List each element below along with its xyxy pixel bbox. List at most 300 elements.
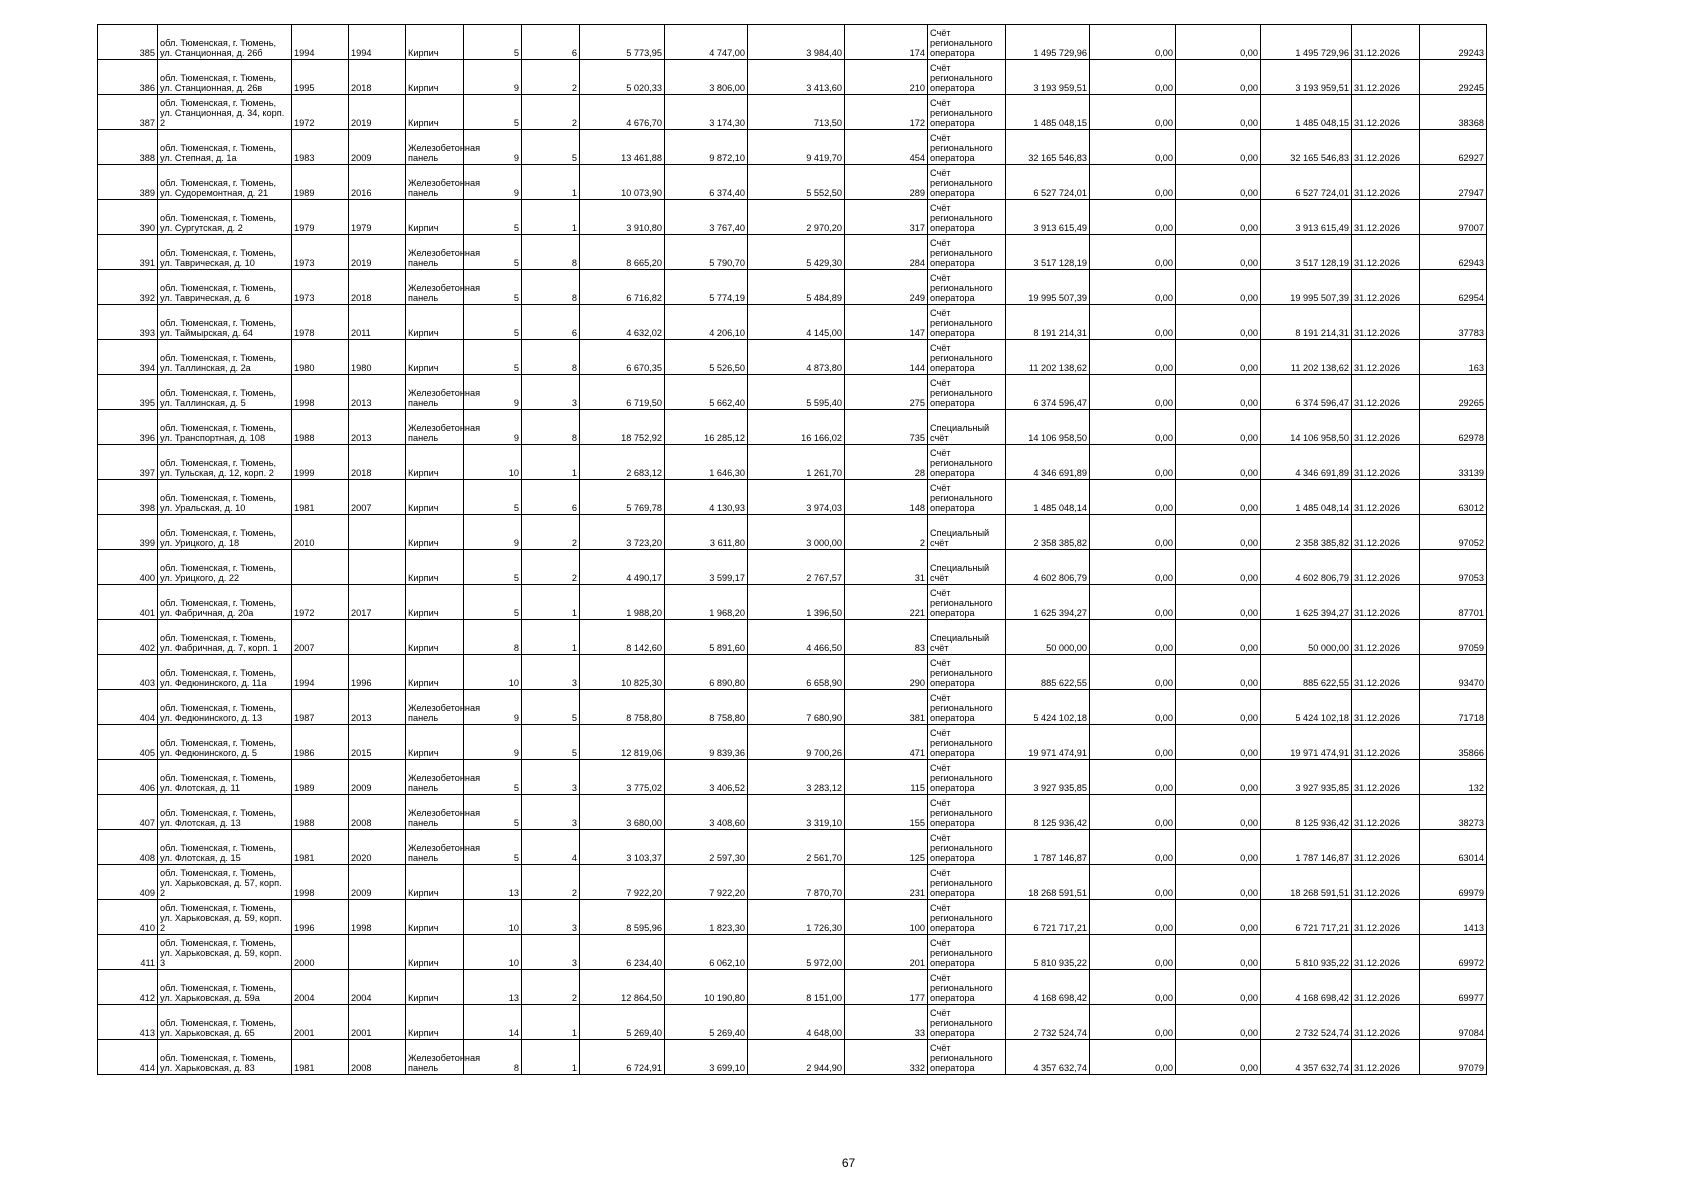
year-overhaul-cell: 2011 (349, 305, 406, 340)
house-code-cell: 29245 (1420, 60, 1487, 95)
entrances-cell: 8 (522, 340, 580, 375)
entrances-cell: 6 (522, 305, 580, 340)
cost-federal-cell: 0,00 (1090, 95, 1176, 130)
cost-federal-cell: 0,00 (1090, 970, 1176, 1005)
address-cell: обл. Тюменская, г. Тюмень, ул. Фабричная, д. 7, корп. 1 (158, 620, 292, 655)
deadline-cell: 31.12.2026 (1352, 130, 1420, 165)
total-area-cell: 4 632,02 (580, 305, 665, 340)
year-built-cell: 1978 (292, 305, 349, 340)
row-number-cell: 394 (98, 340, 158, 375)
residential-area-cell: 8 758,80 (665, 690, 748, 725)
row-number-cell: 386 (98, 60, 158, 95)
cost-federal-cell: 0,00 (1090, 550, 1176, 585)
deadline-cell: 31.12.2026 (1352, 515, 1420, 550)
year-overhaul-cell: 2008 (349, 1040, 406, 1075)
table-row (98, 865, 1487, 900)
cost-owners-cell: 2 358 385,82 (1261, 515, 1352, 550)
fund-account-cell: Счёт регионального оператора (928, 235, 1006, 270)
address-cell: обл. Тюменская, г. Тюмень, ул. Степная, д. 1а (158, 130, 292, 165)
fund-account-cell: Счёт регионального оператора (928, 25, 1006, 60)
cost-total-cell: 4 602 806,79 (1006, 550, 1090, 585)
owned-area-cell: 3 000,00 (748, 515, 845, 550)
residents-cell: 221 (845, 585, 928, 620)
residents-cell: 177 (845, 970, 928, 1005)
cost-federal-cell: 0,00 (1090, 620, 1176, 655)
wall-material-cell: Кирпич (406, 25, 464, 60)
total-area-cell: 3 680,00 (580, 795, 665, 830)
year-overhaul-cell (349, 550, 406, 585)
house-code-cell: 35866 (1420, 725, 1487, 760)
house-code-cell: 29265 (1420, 375, 1487, 410)
cost-regional-cell: 0,00 (1176, 725, 1261, 760)
row-number-cell: 396 (98, 410, 158, 445)
cost-regional-cell: 0,00 (1176, 900, 1261, 935)
cost-owners-cell: 6 527 724,01 (1261, 165, 1352, 200)
fund-account-cell: Счёт регионального оператора (928, 200, 1006, 235)
deadline-cell: 31.12.2026 (1352, 760, 1420, 795)
table-row (98, 235, 1487, 270)
table-row (98, 375, 1487, 410)
fund-account-cell: Счёт регионального оператора (928, 130, 1006, 165)
cost-owners-cell: 8 191 214,31 (1261, 305, 1352, 340)
cost-federal-cell: 0,00 (1090, 1040, 1176, 1075)
entrances-cell: 8 (522, 410, 580, 445)
cost-owners-cell: 19 971 474,91 (1261, 725, 1352, 760)
residential-area-cell: 5 526,50 (665, 340, 748, 375)
fund-account-cell: Счёт регионального оператора (928, 900, 1006, 935)
row-number-cell: 390 (98, 200, 158, 235)
residential-area-cell: 5 774,19 (665, 270, 748, 305)
floors-cell: 5 (464, 270, 522, 305)
wall-material-cell: Кирпич (406, 585, 464, 620)
owned-area-cell: 9 419,70 (748, 130, 845, 165)
year-built-cell: 2004 (292, 970, 349, 1005)
residential-area-cell: 3 767,40 (665, 200, 748, 235)
cost-total-cell: 14 106 958,50 (1006, 410, 1090, 445)
entrances-cell: 6 (522, 480, 580, 515)
row-number-cell: 395 (98, 375, 158, 410)
table-row (98, 445, 1487, 480)
residents-cell: 148 (845, 480, 928, 515)
cost-total-cell: 1 485 048,14 (1006, 480, 1090, 515)
fund-account-cell: Счёт регионального оператора (928, 480, 1006, 515)
house-code-cell: 62954 (1420, 270, 1487, 305)
deadline-cell: 31.12.2026 (1352, 725, 1420, 760)
owned-area-cell: 3 283,12 (748, 760, 845, 795)
row-number-cell: 400 (98, 550, 158, 585)
year-built-cell: 1983 (292, 130, 349, 165)
cost-total-cell: 1 625 394,27 (1006, 585, 1090, 620)
total-area-cell: 4 490,17 (580, 550, 665, 585)
cost-federal-cell: 0,00 (1090, 690, 1176, 725)
cost-federal-cell: 0,00 (1090, 865, 1176, 900)
house-code-cell: 62978 (1420, 410, 1487, 445)
cost-owners-cell: 4 346 691,89 (1261, 445, 1352, 480)
cost-regional-cell: 0,00 (1176, 25, 1261, 60)
fund-account-cell: Счёт регионального оператора (928, 795, 1006, 830)
year-overhaul-cell: 2001 (349, 1005, 406, 1040)
cost-federal-cell: 0,00 (1090, 165, 1176, 200)
year-built-cell: 1980 (292, 340, 349, 375)
wall-material-cell: Кирпич (406, 200, 464, 235)
page-number: 67 (841, 1156, 856, 1170)
house-code-cell: 1413 (1420, 900, 1487, 935)
fund-account-cell: Счёт регионального оператора (928, 340, 1006, 375)
residential-area-cell: 3 806,00 (665, 60, 748, 95)
house-code-cell: 97079 (1420, 1040, 1487, 1075)
year-built-cell: 1973 (292, 270, 349, 305)
residential-area-cell: 5 790,70 (665, 235, 748, 270)
table-row (98, 60, 1487, 95)
owned-area-cell: 7 870,70 (748, 865, 845, 900)
total-area-cell: 8 758,80 (580, 690, 665, 725)
address-cell: обл. Тюменская, г. Тюмень, ул. Судоремонтная, д. 21 (158, 165, 292, 200)
residents-cell: 115 (845, 760, 928, 795)
cost-regional-cell: 0,00 (1176, 410, 1261, 445)
house-code-cell: 62927 (1420, 130, 1487, 165)
address-cell: обл. Тюменская, г. Тюмень, ул. Станционная, д. 26в (158, 60, 292, 95)
wall-material-cell: Кирпич (406, 305, 464, 340)
year-overhaul-cell: 2019 (349, 95, 406, 130)
cost-federal-cell: 0,00 (1090, 760, 1176, 795)
wall-material-cell: Кирпич (406, 865, 464, 900)
entrances-cell: 1 (522, 620, 580, 655)
year-overhaul-cell: 2009 (349, 130, 406, 165)
deadline-cell: 31.12.2026 (1352, 270, 1420, 305)
year-overhaul-cell: 2008 (349, 795, 406, 830)
floors-cell: 9 (464, 410, 522, 445)
house-code-cell: 132 (1420, 760, 1487, 795)
residential-area-cell: 6 062,10 (665, 935, 748, 970)
row-number-cell: 392 (98, 270, 158, 305)
deadline-cell: 31.12.2026 (1352, 935, 1420, 970)
address-cell: обл. Тюменская, г. Тюмень, ул. Урицкого, д. 22 (158, 550, 292, 585)
total-area-cell: 10 073,90 (580, 165, 665, 200)
floors-cell: 5 (464, 760, 522, 795)
residents-cell: 125 (845, 830, 928, 865)
cost-federal-cell: 0,00 (1090, 725, 1176, 760)
cost-regional-cell: 0,00 (1176, 95, 1261, 130)
table-row (98, 900, 1487, 935)
floors-cell: 8 (464, 1040, 522, 1075)
residents-cell: 28 (845, 445, 928, 480)
residents-cell: 172 (845, 95, 928, 130)
house-code-cell: 69977 (1420, 970, 1487, 1005)
cost-federal-cell: 0,00 (1090, 480, 1176, 515)
wall-material-cell: Кирпич (406, 60, 464, 95)
cost-federal-cell: 0,00 (1090, 830, 1176, 865)
cost-federal-cell: 0,00 (1090, 1005, 1176, 1040)
entrances-cell: 2 (522, 515, 580, 550)
entrances-cell: 5 (522, 130, 580, 165)
table-row (98, 340, 1487, 375)
cost-owners-cell: 14 106 958,50 (1261, 410, 1352, 445)
year-overhaul-cell: 2007 (349, 480, 406, 515)
year-built-cell: 1989 (292, 165, 349, 200)
cost-regional-cell: 0,00 (1176, 690, 1261, 725)
cost-total-cell: 1 495 729,96 (1006, 25, 1090, 60)
residents-cell: 454 (845, 130, 928, 165)
house-code-cell: 69972 (1420, 935, 1487, 970)
cost-regional-cell: 0,00 (1176, 60, 1261, 95)
cost-regional-cell: 0,00 (1176, 585, 1261, 620)
deadline-cell: 31.12.2026 (1352, 445, 1420, 480)
row-number-cell: 406 (98, 760, 158, 795)
year-overhaul-cell: 2017 (349, 585, 406, 620)
house-code-cell: 97007 (1420, 200, 1487, 235)
deadline-cell: 31.12.2026 (1352, 200, 1420, 235)
total-area-cell: 13 461,88 (580, 130, 665, 165)
cost-owners-cell: 5 424 102,18 (1261, 690, 1352, 725)
address-cell: обл. Тюменская, г. Тюмень, ул. Таймырская, д. 64 (158, 305, 292, 340)
residential-area-cell: 7 922,20 (665, 865, 748, 900)
year-built-cell: 1973 (292, 235, 349, 270)
entrances-cell: 3 (522, 795, 580, 830)
fund-account-cell: Специальный счёт (928, 550, 1006, 585)
residents-cell: 83 (845, 620, 928, 655)
total-area-cell: 6 716,82 (580, 270, 665, 305)
wall-material-cell: Кирпич (406, 95, 464, 130)
address-cell: обл. Тюменская, г. Тюмень, ул. Сургутская, д. 2 (158, 200, 292, 235)
floors-cell: 5 (464, 305, 522, 340)
cost-total-cell: 6 374 596,47 (1006, 375, 1090, 410)
cost-total-cell: 6 527 724,01 (1006, 165, 1090, 200)
address-cell: обл. Тюменская, г. Тюмень, ул. Урицкого, д. 18 (158, 515, 292, 550)
table-row (98, 95, 1487, 130)
year-overhaul-cell: 2018 (349, 60, 406, 95)
row-number-cell: 401 (98, 585, 158, 620)
row-number-cell: 385 (98, 25, 158, 60)
year-built-cell: 1988 (292, 795, 349, 830)
cost-regional-cell: 0,00 (1176, 935, 1261, 970)
cost-federal-cell: 0,00 (1090, 655, 1176, 690)
wall-material-cell: Железобетонная панель (406, 830, 464, 865)
wall-material-cell: Железобетонная панель (406, 690, 464, 725)
floors-cell: 5 (464, 25, 522, 60)
row-number-cell: 387 (98, 95, 158, 130)
cost-federal-cell: 0,00 (1090, 305, 1176, 340)
address-cell: обл. Тюменская, г. Тюмень, ул. Уральская, д. 10 (158, 480, 292, 515)
residents-cell: 100 (845, 900, 928, 935)
table-row (98, 760, 1487, 795)
deadline-cell: 31.12.2026 (1352, 25, 1420, 60)
total-area-cell: 1 988,20 (580, 585, 665, 620)
house-code-cell: 71718 (1420, 690, 1487, 725)
cost-total-cell: 2 358 385,82 (1006, 515, 1090, 550)
deadline-cell: 31.12.2026 (1352, 410, 1420, 445)
total-area-cell: 6 670,35 (580, 340, 665, 375)
cost-federal-cell: 0,00 (1090, 235, 1176, 270)
entrances-cell: 1 (522, 1040, 580, 1075)
cost-federal-cell: 0,00 (1090, 795, 1176, 830)
fund-account-cell: Счёт регионального оператора (928, 830, 1006, 865)
wall-material-cell: Железобетонная панель (406, 1040, 464, 1075)
table-row (98, 200, 1487, 235)
year-built-cell: 1979 (292, 200, 349, 235)
table-row (98, 725, 1487, 760)
year-built-cell: 2000 (292, 935, 349, 970)
residents-cell: 201 (845, 935, 928, 970)
floors-cell: 5 (464, 550, 522, 585)
cost-owners-cell: 1 485 048,15 (1261, 95, 1352, 130)
table-row (98, 130, 1487, 165)
cost-owners-cell: 18 268 591,51 (1261, 865, 1352, 900)
owned-area-cell: 3 319,10 (748, 795, 845, 830)
cost-federal-cell: 0,00 (1090, 935, 1176, 970)
row-number-cell: 391 (98, 235, 158, 270)
residential-area-cell: 3 174,30 (665, 95, 748, 130)
entrances-cell: 2 (522, 865, 580, 900)
cost-regional-cell: 0,00 (1176, 445, 1261, 480)
total-area-cell: 8 142,60 (580, 620, 665, 655)
deadline-cell: 31.12.2026 (1352, 585, 1420, 620)
house-code-cell: 97053 (1420, 550, 1487, 585)
cost-total-cell: 5 424 102,18 (1006, 690, 1090, 725)
year-built-cell: 1994 (292, 655, 349, 690)
cost-regional-cell: 0,00 (1176, 375, 1261, 410)
wall-material-cell: Кирпич (406, 620, 464, 655)
fund-account-cell: Счёт регионального оператора (928, 585, 1006, 620)
row-number-cell: 407 (98, 795, 158, 830)
owned-area-cell: 4 145,00 (748, 305, 845, 340)
cost-federal-cell: 0,00 (1090, 375, 1176, 410)
wall-material-cell: Кирпич (406, 655, 464, 690)
year-overhaul-cell: 2004 (349, 970, 406, 1005)
entrances-cell: 2 (522, 970, 580, 1005)
address-cell: обл. Тюменская, г. Тюмень, ул. Флотская, д. 13 (158, 795, 292, 830)
wall-material-cell: Кирпич (406, 550, 464, 585)
cost-regional-cell: 0,00 (1176, 480, 1261, 515)
wall-material-cell: Кирпич (406, 340, 464, 375)
table-row (98, 305, 1487, 340)
cost-regional-cell: 0,00 (1176, 550, 1261, 585)
wall-material-cell: Кирпич (406, 480, 464, 515)
residential-area-cell: 3 611,80 (665, 515, 748, 550)
fund-account-cell: Счёт регионального оператора (928, 970, 1006, 1005)
floors-cell: 9 (464, 60, 522, 95)
owned-area-cell: 7 680,90 (748, 690, 845, 725)
fund-account-cell: Специальный счёт (928, 515, 1006, 550)
wall-material-cell: Железобетонная панель (406, 130, 464, 165)
floors-cell: 10 (464, 900, 522, 935)
cost-owners-cell: 4 168 698,42 (1261, 970, 1352, 1005)
entrances-cell: 1 (522, 445, 580, 480)
cost-total-cell: 885 622,55 (1006, 655, 1090, 690)
address-cell: обл. Тюменская, г. Тюмень, ул. Станционная, д. 26б (158, 25, 292, 60)
floors-cell: 9 (464, 690, 522, 725)
deadline-cell: 31.12.2026 (1352, 620, 1420, 655)
table-row (98, 620, 1487, 655)
total-area-cell: 3 910,80 (580, 200, 665, 235)
year-overhaul-cell: 1998 (349, 900, 406, 935)
fund-account-cell: Счёт регионального оператора (928, 1040, 1006, 1075)
row-number-cell: 398 (98, 480, 158, 515)
cost-owners-cell: 885 622,55 (1261, 655, 1352, 690)
house-code-cell: 97059 (1420, 620, 1487, 655)
cost-regional-cell: 0,00 (1176, 515, 1261, 550)
residents-cell: 317 (845, 200, 928, 235)
house-code-cell: 63014 (1420, 830, 1487, 865)
year-built-cell: 1972 (292, 585, 349, 620)
fund-account-cell: Счёт регионального оператора (928, 165, 1006, 200)
row-number-cell: 393 (98, 305, 158, 340)
house-code-cell: 63012 (1420, 480, 1487, 515)
residential-area-cell: 4 206,10 (665, 305, 748, 340)
deadline-cell: 31.12.2026 (1352, 865, 1420, 900)
cost-total-cell: 4 346 691,89 (1006, 445, 1090, 480)
address-cell: обл. Тюменская, г. Тюмень, ул. Станционная, д. 34, корп. 2 (158, 95, 292, 130)
cost-owners-cell: 1 625 394,27 (1261, 585, 1352, 620)
address-cell: обл. Тюменская, г. Тюмень, ул. Харьковская, д. 59, корп. 2 (158, 900, 292, 935)
wall-material-cell: Железобетонная панель (406, 795, 464, 830)
residents-cell: 249 (845, 270, 928, 305)
house-code-cell: 69979 (1420, 865, 1487, 900)
residential-area-cell: 5 891,60 (665, 620, 748, 655)
cost-total-cell: 6 721 717,21 (1006, 900, 1090, 935)
cost-total-cell: 8 125 936,42 (1006, 795, 1090, 830)
year-built-cell: 1981 (292, 480, 349, 515)
year-built-cell: 2001 (292, 1005, 349, 1040)
wall-material-cell: Кирпич (406, 970, 464, 1005)
year-overhaul-cell (349, 515, 406, 550)
owned-area-cell: 4 873,80 (748, 340, 845, 375)
residents-cell: 144 (845, 340, 928, 375)
floors-cell: 5 (464, 830, 522, 865)
owned-area-cell: 9 700,26 (748, 725, 845, 760)
address-cell: обл. Тюменская, г. Тюмень, ул. Флотская, д. 11 (158, 760, 292, 795)
residents-cell: 290 (845, 655, 928, 690)
deadline-cell: 31.12.2026 (1352, 690, 1420, 725)
table-row (98, 655, 1487, 690)
cost-owners-cell: 3 927 935,85 (1261, 760, 1352, 795)
total-area-cell: 6 719,50 (580, 375, 665, 410)
floors-cell: 9 (464, 165, 522, 200)
floors-cell: 13 (464, 865, 522, 900)
year-built-cell: 1981 (292, 1040, 349, 1075)
house-code-cell: 62943 (1420, 235, 1487, 270)
residential-area-cell: 5 269,40 (665, 1005, 748, 1040)
year-built-cell: 1996 (292, 900, 349, 935)
cost-federal-cell: 0,00 (1090, 200, 1176, 235)
owned-area-cell: 5 552,50 (748, 165, 845, 200)
entrances-cell: 5 (522, 725, 580, 760)
cost-regional-cell: 0,00 (1176, 970, 1261, 1005)
year-overhaul-cell: 1994 (349, 25, 406, 60)
house-code-cell: 97084 (1420, 1005, 1487, 1040)
entrances-cell: 5 (522, 690, 580, 725)
table-row (98, 515, 1487, 550)
residential-area-cell: 4 130,93 (665, 480, 748, 515)
wall-material-cell: Кирпич (406, 725, 464, 760)
fund-account-cell: Специальный счёт (928, 410, 1006, 445)
total-area-cell: 6 724,91 (580, 1040, 665, 1075)
year-overhaul-cell: 1979 (349, 200, 406, 235)
year-built-cell (292, 550, 349, 585)
house-code-cell: 93470 (1420, 655, 1487, 690)
cost-total-cell: 1 485 048,15 (1006, 95, 1090, 130)
entrances-cell: 3 (522, 900, 580, 935)
address-cell: обл. Тюменская, г. Тюмень, ул. Харьковская, д. 57, корп. 2 (158, 865, 292, 900)
total-area-cell: 3 103,37 (580, 830, 665, 865)
address-cell: обл. Тюменская, г. Тюмень, ул. Федюнинского, д. 5 (158, 725, 292, 760)
fund-account-cell: Счёт регионального оператора (928, 865, 1006, 900)
table-row (98, 795, 1487, 830)
wall-material-cell: Кирпич (406, 515, 464, 550)
total-area-cell: 6 234,40 (580, 935, 665, 970)
cost-owners-cell: 1 495 729,96 (1261, 25, 1352, 60)
owned-area-cell: 16 166,02 (748, 410, 845, 445)
year-built-cell: 1998 (292, 865, 349, 900)
